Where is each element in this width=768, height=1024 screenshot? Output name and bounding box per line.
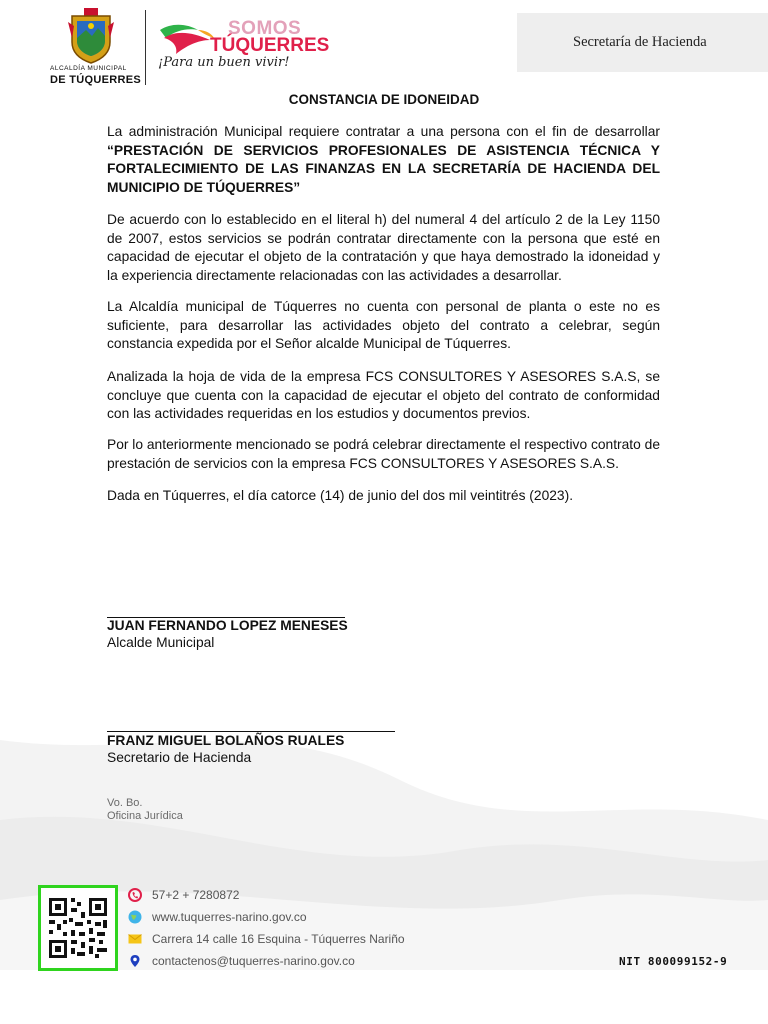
paragraph-1 bbox=[107, 123, 660, 197]
contact-website-text[interactable]: www.tuquerres-narino.gov.co bbox=[152, 910, 307, 924]
contact-email-text[interactable]: contactenos@tuquerres-narino.gov.co bbox=[152, 954, 355, 968]
qr-code-icon bbox=[41, 888, 115, 968]
review-label: Vo. Bo. bbox=[107, 797, 143, 809]
brand-word-somos: SOMOS bbox=[228, 18, 302, 39]
brand-word-tuquerres: TÚQUERRES bbox=[210, 35, 330, 56]
signatory-name-mayor: JUAN FERNANDO LOPEZ MENESES bbox=[107, 618, 348, 633]
paragraph-5: Por lo anteriormente mencionado se podrá celebrar directamente el respectivo contrato de prestación de servicios con la empresa FCS CONSULTORES Y ASESORES S.A.S. bbox=[107, 437, 660, 471]
contact-email bbox=[128, 954, 355, 968]
logo-caption-big: DE TÚQUERRES bbox=[50, 74, 141, 86]
signatory-role-mayor: Alcalde Municipal bbox=[107, 635, 215, 650]
paragraph-6-date: Dada en Túquerres, el día catorce (14) de junio del dos mil veintitrés (2023). bbox=[107, 488, 574, 503]
phone-icon bbox=[128, 888, 142, 902]
paragraph-1-intro: La administración Municipal requiere contratar a una persona con el fin de desarrollar bbox=[107, 124, 660, 139]
paragraph-3: La Alcaldía municipal de Túquerres no cuenta con personal de planta o este no es suficiente, para desarrollar las actividades objeto del contrato a celebrar, según constancia expedida por el Señor alcalde Municipal de Túquerres. bbox=[107, 299, 660, 352]
envelope-icon bbox=[128, 932, 142, 946]
coat-of-arms-icon bbox=[68, 8, 114, 64]
contract-object: “PRESTACIÓN DE SERVICIOS PROFESIONALES DE ASISTENCIA TÉCNICA Y FORTALECIMIENTO DE LAS FINANZAS EN LA SECRETARÍA DE HACIENDA DEL MUNICIPIO DE TÚQUERRES” bbox=[107, 142, 660, 195]
signatory-role-secretary: Secretario de Hacienda bbox=[107, 750, 252, 765]
contact-address bbox=[128, 932, 405, 946]
location-pin-icon bbox=[128, 954, 142, 968]
header-divider bbox=[145, 10, 146, 85]
signatory-name-secretary: FRANZ MIGUEL BOLAÑOS RUALES bbox=[107, 733, 345, 748]
globe-icon bbox=[128, 910, 142, 924]
qr-code bbox=[38, 885, 118, 971]
brand-swoosh-icon bbox=[158, 20, 216, 56]
contact-website bbox=[128, 910, 307, 924]
signature-line-secretary bbox=[107, 731, 395, 732]
brand-slogan: ¡Para un buen vivir! bbox=[158, 55, 290, 70]
municipal-logo bbox=[46, 8, 141, 88]
contact-phone-text: 57+2 + 7280872 bbox=[152, 888, 240, 902]
department-label: Secretaría de Hacienda bbox=[573, 34, 707, 50]
nit-number: NIT 800099152-9 bbox=[619, 955, 728, 968]
review-office: Oficina Jurídica bbox=[107, 810, 183, 822]
logo-caption-small: ALCALDÍA MUNICIPAL bbox=[50, 65, 127, 72]
contact-phone bbox=[128, 888, 239, 902]
paragraph-2: De acuerdo con lo establecido en el literal h) del numeral 4 del artículo 2 de la Ley 1150 de 2007, estos servicios se podrán contratar directamente con la persona que esté en capacidad de ejecutar el objeto de la contratación y que haya demostrado la idoneidad y la experiencia directamente relacionadas con las actividades a desarrollar. bbox=[107, 212, 660, 283]
document-title: CONSTANCIA DE IDONEIDAD bbox=[288, 92, 480, 107]
contact-address-text: Carrera 14 calle 16 Esquina - Túquerres Nariño bbox=[152, 932, 405, 946]
paragraph-4: Analizada la hoja de vida de la empresa FCS CONSULTORES Y ASESORES S.A.S, se concluye que cuenta con la capacidad de ejecutar el objeto del contrato de conformidad con las actividades requeridas en los estudios y documentos previos. bbox=[107, 369, 660, 422]
brand-logo bbox=[158, 18, 330, 78]
department-box bbox=[517, 13, 768, 72]
